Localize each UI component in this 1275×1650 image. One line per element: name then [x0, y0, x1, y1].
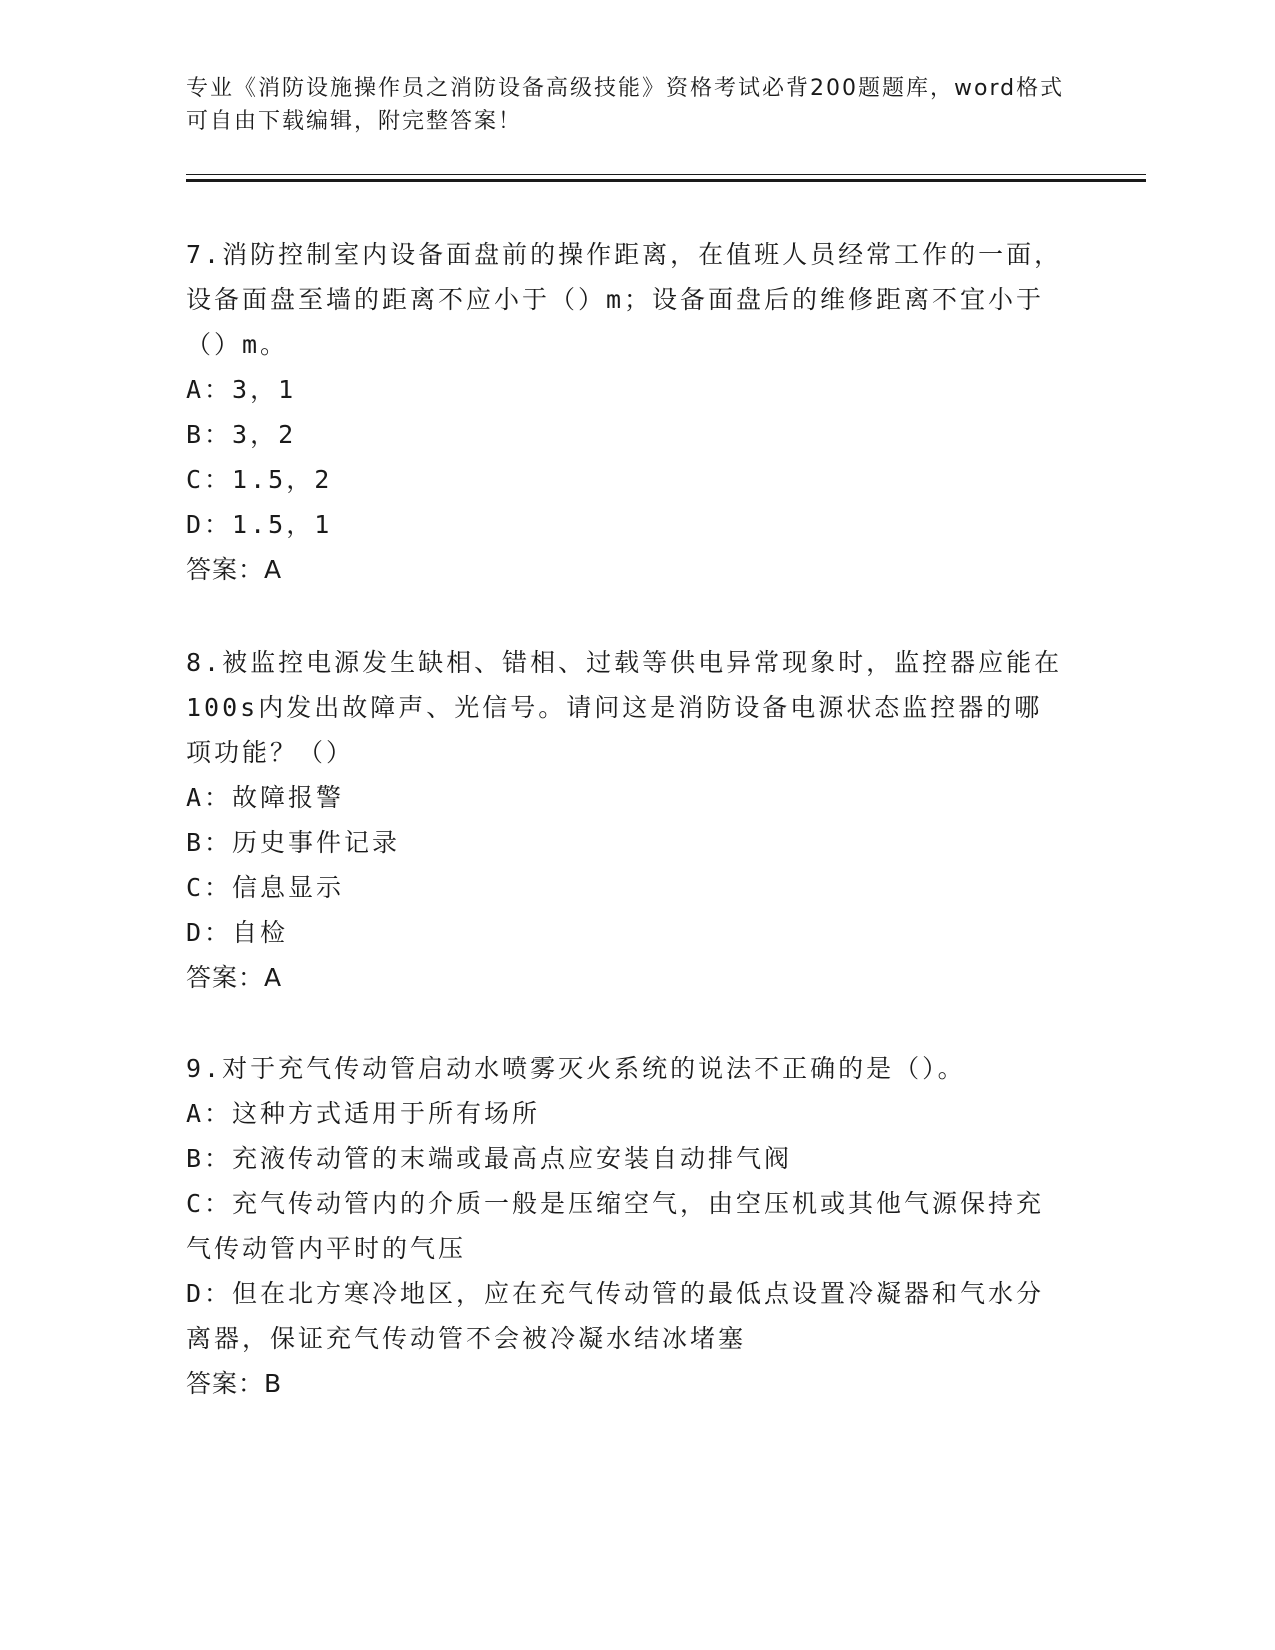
- option-d: D：但在北方寒冷地区，应在充气传动管的最低点设置冷凝器和气水分离器，保证充气传动管不会被冷凝水结冰堵塞: [186, 1279, 1045, 1353]
- header-divider-thin: [186, 174, 1146, 175]
- option-a: A：3，1: [186, 375, 297, 404]
- question-8: [186, 640, 1066, 1000]
- answer: 答案：B: [186, 1369, 283, 1398]
- header-divider-thick: [186, 179, 1146, 182]
- answer: 答案：A: [186, 963, 283, 992]
- question-text: 7.消防控制室内设备面盘前的操作距离，在值班人员经常工作的一面，设备面盘至墙的距离不应小于（）m；设备面盘后的维修距离不宜小于（）m。: [186, 240, 1063, 359]
- question-text: 8.被监控电源发生缺相、错相、过载等供电异常现象时，监控器应能在100s内发出故障声、光信号。请问这是消防设备电源状态监控器的哪项功能？（）: [186, 648, 1063, 767]
- option-c: C：1.5，2: [186, 465, 333, 494]
- document-header: 专业《消防设施操作员之消防设备高级技能》资格考试必背200题题库，word格式可自由下载编辑，附完整答案！: [186, 76, 1065, 134]
- question-7: [186, 232, 1066, 592]
- option-b: B：历史事件记录: [186, 828, 401, 857]
- question-text: 9.对于充气传动管启动水喷雾灭火系统的说法不正确的是（）。: [186, 1054, 966, 1083]
- answer: 答案：A: [186, 555, 283, 584]
- option-d: D：1.5，1: [186, 510, 333, 539]
- question-9: [186, 1046, 1066, 1406]
- option-b: B：3，2: [186, 420, 297, 449]
- option-b: B：充液传动管的末端或最高点应安装自动排气阀: [186, 1144, 793, 1173]
- option-c: C：信息显示: [186, 873, 345, 902]
- option-a: A：这种方式适用于所有场所: [186, 1099, 541, 1128]
- option-c: C：充气传动管内的介质一般是压缩空气，由空压机或其他气源保持充气传动管内平时的气压: [186, 1189, 1045, 1263]
- option-d: D：自检: [186, 918, 289, 947]
- option-a: A：故障报警: [186, 783, 345, 812]
